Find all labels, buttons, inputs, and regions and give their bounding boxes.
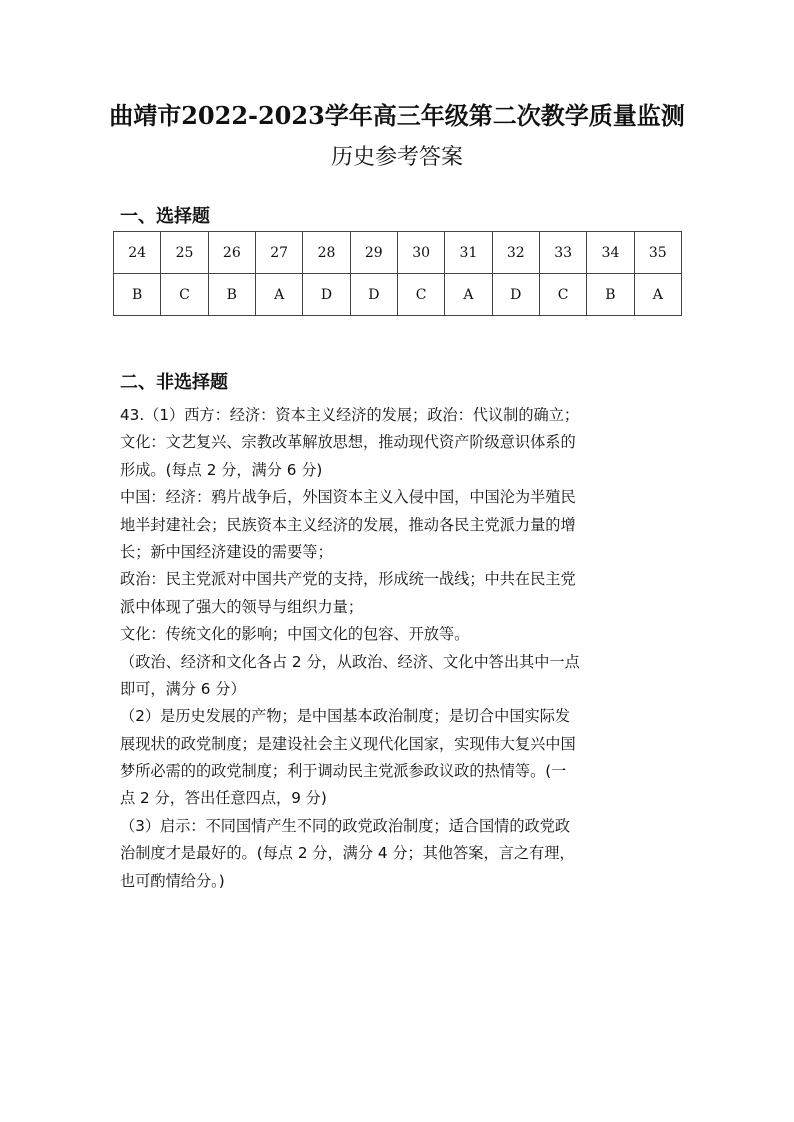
- answer-table: [113, 231, 682, 316]
- question-number-cell: 35: [634, 232, 681, 274]
- question-number-cell: 27: [255, 232, 302, 274]
- answer-text-line: 也可酌情给分。): [120, 871, 225, 890]
- page-subtitle: 历史参考答案: [330, 145, 463, 170]
- answer-row: [114, 274, 682, 316]
- answer-cell: C: [161, 274, 208, 316]
- question-number-cell: 31: [445, 232, 492, 274]
- answer-cell: D: [303, 274, 350, 316]
- question-number-cell: 25: [161, 232, 208, 274]
- answer-text-line: 文化：文艺复兴、宗教改革解放思想，推动现代资产阶级意识体系的: [120, 433, 576, 452]
- answer-cell: D: [492, 274, 539, 316]
- answer-text-line: 43.（1）西方：经济：资本主义经济的发展；政治：代议制的确立；: [120, 406, 580, 424]
- answer-text-block: [120, 402, 685, 895]
- answer-text-line: 治制度才是最好的。(每点 2 分，满分 4 分；其他答案，言之有理，: [120, 844, 575, 863]
- question-number-cell: 29: [350, 232, 397, 274]
- question-number-cell: 28: [303, 232, 350, 274]
- answer-cell: B: [587, 274, 634, 316]
- section-heading-multiple-choice: 一、选择题: [120, 206, 210, 227]
- answer-cell: B: [114, 274, 161, 316]
- answer-text-line: 中国：经济：鸦片战争后，外国资本主义入侵中国，中国沦为半殖民: [120, 488, 576, 507]
- question-number-cell: 33: [539, 232, 586, 274]
- answer-text-line: （政治、经济和文化各占 2 分，从政治、经济、文化中答出其中一点: [120, 652, 580, 671]
- section-heading-non-choice: 二、非选择题: [120, 372, 228, 393]
- answer-cell: C: [539, 274, 586, 316]
- question-number-cell: 24: [114, 232, 161, 274]
- answer-text-line: 梦所必需的的政党制度；利于调动民主党派参政议政的热情等。(一: [120, 762, 567, 781]
- answer-text-line: （3）启示：不同国情产生不同的政党政治制度；适合国情的政党政: [120, 816, 571, 835]
- question-number-cell: 32: [492, 232, 539, 274]
- answer-cell: C: [397, 274, 444, 316]
- question-number-cell: 30: [397, 232, 444, 274]
- answer-text-line: 政治：民主党派对中国共产党的支持，形成统一战线；中共在民主党: [120, 570, 576, 589]
- answer-text-line: 展现状的政党制度；是建设社会主义现代化国家，实现伟大复兴中国: [120, 734, 576, 753]
- answer-text-line: 点 2 分，答出任意四点，9 分): [120, 789, 327, 808]
- answer-text-line: 形成。(每点 2 分，满分 6 分): [120, 460, 323, 479]
- answer-cell: A: [445, 274, 492, 316]
- answer-text-line: 文化：传统文化的影响；中国文化的包容、开放等。: [120, 625, 470, 644]
- answer-text-line: 地半封建社会；民族资本主义经济的发展，推动各民主党派力量的增: [120, 515, 576, 534]
- question-number-row: [114, 232, 682, 274]
- question-number-cell: 26: [208, 232, 255, 274]
- answer-cell: A: [255, 274, 302, 316]
- answer-cell: A: [634, 274, 681, 316]
- question-number-cell: 34: [587, 232, 634, 274]
- answer-text-line: 即可，满分 6 分）: [120, 679, 246, 698]
- page-title: 曲靖市2022-2023学年高三年级第二次教学质量监测: [109, 101, 685, 130]
- answer-text-line: 派中体现了强大的领导与组织力量；: [120, 597, 363, 616]
- answer-text-line: 长；新中国经济建设的需要等；: [120, 542, 333, 561]
- answer-text-line: （2）是历史发展的产物；是中国基本政治制度；是切合中国实际发: [120, 707, 571, 726]
- answer-cell: B: [208, 274, 255, 316]
- answer-cell: D: [350, 274, 397, 316]
